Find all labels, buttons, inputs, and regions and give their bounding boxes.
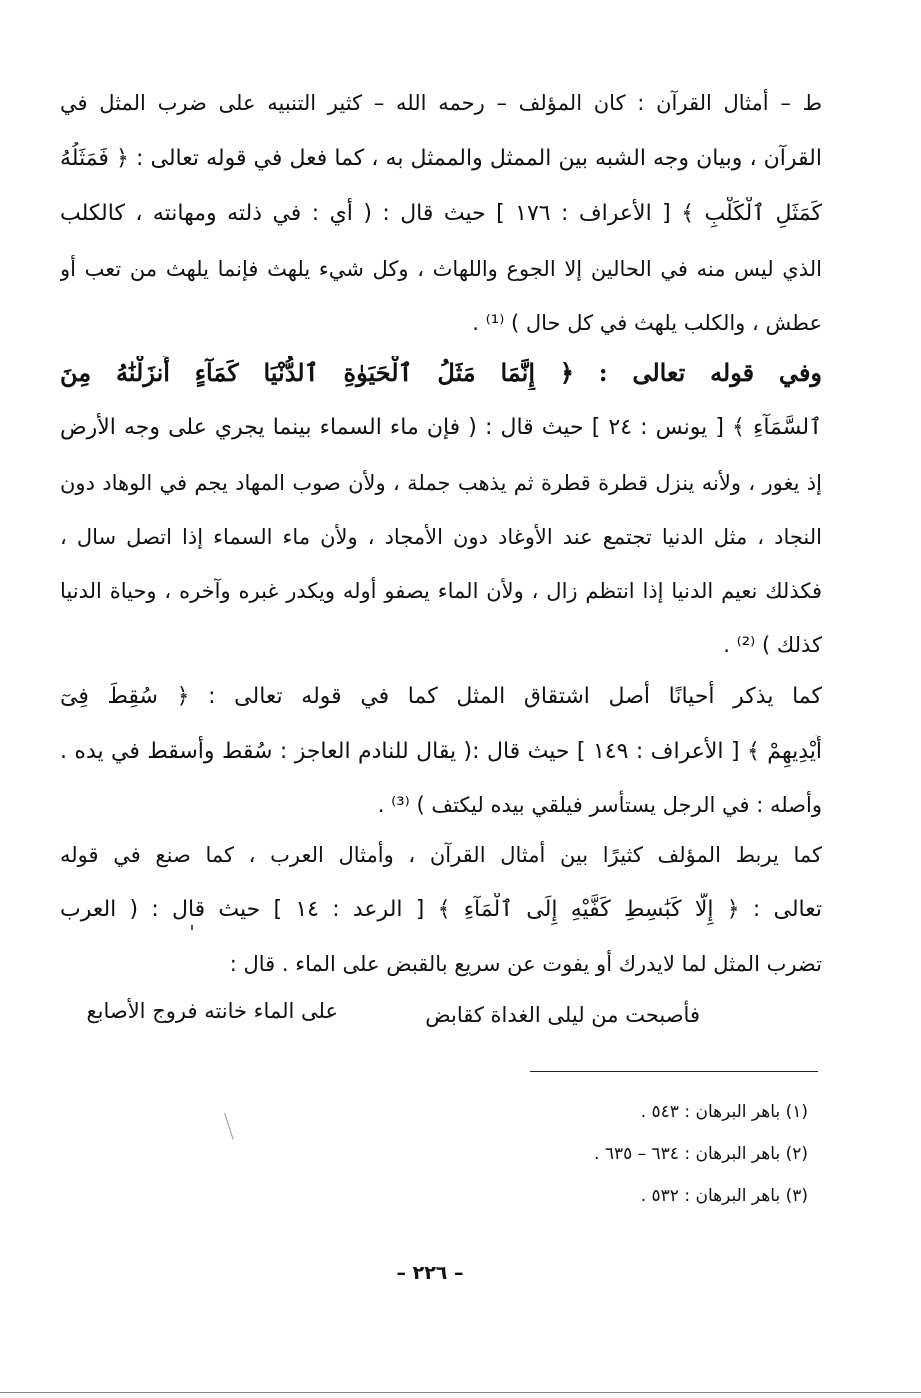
page-number: – ٢٢٦ –	[396, 1262, 464, 1284]
body-line: كذلك ) ⁽²⁾ .	[723, 633, 822, 657]
footnote-separator	[530, 1071, 818, 1072]
body-line: تضرب المثل لما لايدرك أو يفوت عن سريع بالقبض على الماء . قال :	[229, 952, 822, 976]
footnote-3: (٣) باهر البرهان : ٥٣٢ .	[640, 1186, 808, 1206]
body-line: فكذلك نعيم الدنيا إذا انتظم زال ، ولأن الماء يصفو أوله ويكدر غبره وآخره ، وحياة الدنيا	[60, 579, 822, 603]
body-line: أَيْدِيهِمْ ﴾ [ الأعراف : ١٤٩ ] حيث قال :( يقال للنادم العاجز : سُقط وأسقط في يده .	[60, 739, 822, 764]
body-line: كما يربط المؤلف كثيرًا بين أمثال القرآن ، وأمثال العرب ، كما صنع في قوله	[60, 843, 822, 867]
body-line: إذ يغور ، ولأنه ينزل قطرة قطرة ثم يذهب جملة ، ولأن صوب المهاد يجم في الوهاد دون	[60, 471, 822, 495]
poem-first-hemistich: فأصبحت من ليلى الغداة كقابض	[425, 1003, 700, 1027]
footnote-2: (٢) باهر البرهان : ٦٣٤ – ٦٣٥ .	[594, 1144, 808, 1164]
footnote-1: (١) باهر البرهان : ٥٤٣ .	[640, 1102, 808, 1122]
body-line: تعالى : ﴿ إِلَّا كَبَٰسِطِ كَفَّيْهِ إِلَى ٱلْمَآءِ ﴾ [ الرعد : ١٤ ] حيث قال : ( العرب	[60, 897, 822, 922]
scan-speck	[191, 925, 193, 930]
poem-second-hemistich: على الماء خانته فروج الأصابع	[86, 999, 338, 1023]
body-line: وأصله : في الرجل يستأسر فيلقي بيده ليكتف ) ⁽³⁾ .	[377, 793, 822, 817]
body-line: كما يذكر أحيانًا أصل اشتقاق المثل كما في قوله تعالى : ﴿ سُقِطَ فِىٓ	[60, 684, 822, 709]
body-line: ٱلسَّمَآءِ ﴾ [ يونس : ٢٤ ] حيث قال : ( فإن ماء السماء بينما يجري على وجه الأرض	[60, 415, 822, 440]
scan-edge-line	[0, 1392, 921, 1393]
body-line: القرآن ، وبيان وجه الشبه بين الممثل والممثل به ، كما فعل في قوله تعالى : ﴿ فَمَثَلُهُ	[60, 146, 822, 171]
body-line: ط – أمثال القرآن : كان المؤلف – رحمه الله – كثير التنبيه على ضرب المثل في	[60, 91, 822, 115]
body-line: كَمَثَلِ ٱلْكَلْبِ ﴾ [ الأعراف : ١٧٦ ] حيث قال : ( أي : في ذلته ومهانته ، كالكلب	[60, 201, 822, 226]
body-line: النجاد ، مثل الدنيا تجتمع عند الأوغاد دون الأمجاد ، ولأن ماء السماء إذا اتصل سال ،	[60, 525, 822, 549]
body-line: وفي قوله تعالى : ﴿ إِنَّمَا مَثَلُ ٱلْحَيَوٰةِ ٱلدُّنْيَا كَمَآءٍ أَنزَلْنَٰهُ مِنَ	[60, 358, 822, 387]
body-line: الذي ليس منه في الحالين إلا الجوع واللهاث ، وكل شيء يلهث فإنما يلهث من تعب أو	[60, 257, 822, 281]
scan-mark	[224, 1108, 247, 1139]
body-line: عطش ، والكلب يلهث في كل حال ) ⁽¹⁾ .	[472, 311, 822, 335]
